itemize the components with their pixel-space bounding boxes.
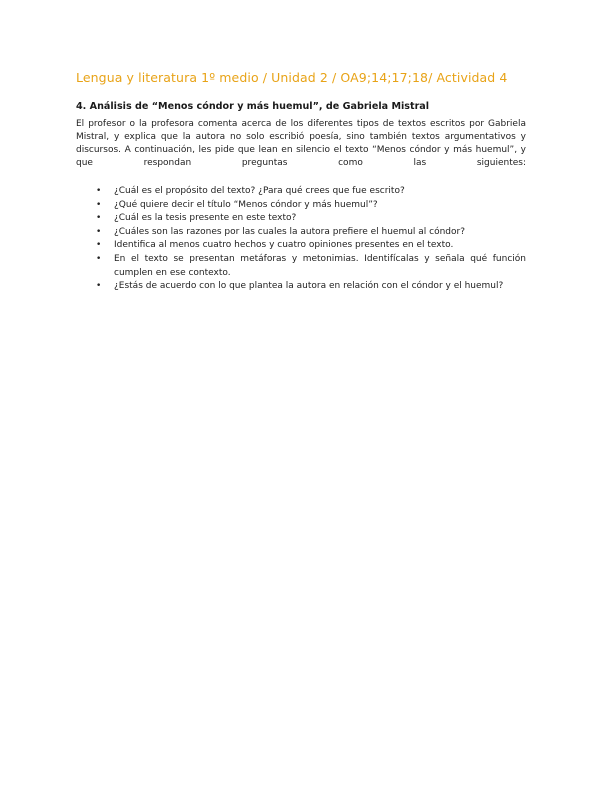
bullet-icon: •	[96, 186, 102, 196]
bullet-icon: •	[96, 281, 102, 292]
question-text: Identifica al menos cuatro hechos y cuatro opiniones presentes en el texto.	[114, 240, 454, 251]
list-item	[96, 239, 526, 253]
section-title: 4. Análisis de “Menos cóndor y más huemul”, de Gabriela Mistral	[76, 101, 430, 112]
question-text: ¿Estás de acuerdo con lo que plantea la autora en relación con el cóndor y el huemul?	[114, 281, 504, 292]
question-text: ¿Qué quiere decir el título “Menos cóndor y más huemul”?	[114, 199, 378, 210]
list-item	[96, 280, 526, 294]
intro-paragraph: El profesor o la profesora comenta acerca de los diferentes tipos de textos escritos por Gabriela Mistral, y explica que la autora no solo escribió poesía, sino también textos argumentativos y discursos. A continuación, les pide que lean en silencio el texto “Menos cóndor y más huemul”, y que respondan preguntas como las siguientes:	[76, 119, 526, 168]
bullet-icon: •	[96, 253, 102, 264]
bullet-icon: •	[96, 226, 102, 237]
list-item	[96, 226, 526, 240]
page-header: Lengua y literatura 1º medio / Unidad 2 / OA9;14;17;18/ Actividad 4	[76, 70, 508, 85]
question-text: ¿Cuál es la tesis presente en este texto?	[114, 213, 297, 224]
question-text: ¿Cuál es el propósito del texto? ¿Para qué crees que fue escrito?	[114, 186, 405, 196]
list-item	[96, 253, 526, 280]
bullet-icon: •	[96, 240, 102, 251]
questions-list	[96, 185, 526, 294]
bullet-icon: •	[96, 199, 102, 210]
bullet-icon: •	[96, 213, 102, 224]
question-text: En el texto se presentan metáforas y metonimias. Identifícalas y señala qué función cumplen en ese contexto.	[114, 253, 526, 278]
question-text: ¿Cuáles son las razones por las cuales la autora prefiere el huemul al cóndor?	[114, 226, 466, 237]
list-item	[96, 185, 526, 199]
list-item	[96, 212, 526, 226]
list-item	[96, 199, 526, 213]
